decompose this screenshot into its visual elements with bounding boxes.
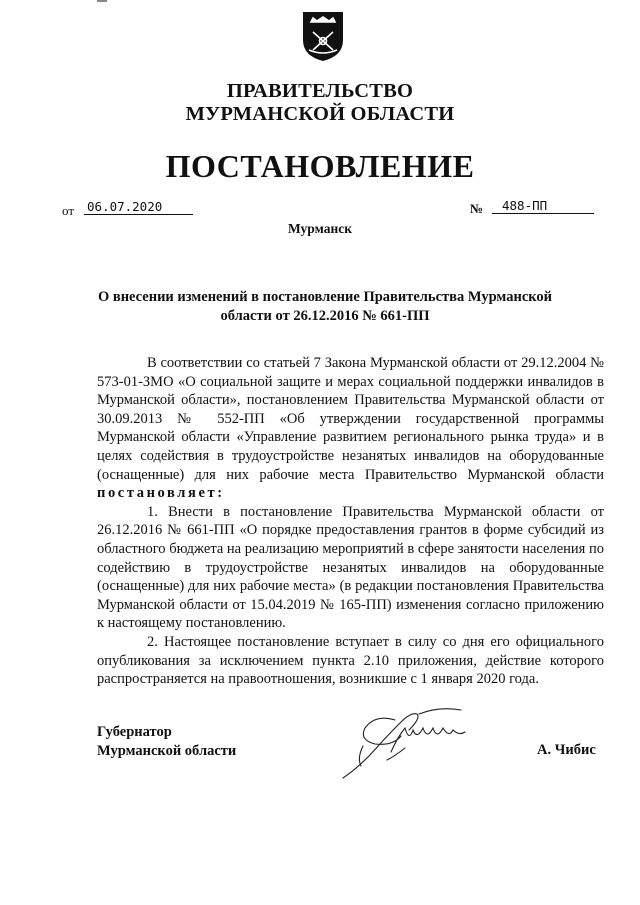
date-label: от	[62, 203, 75, 218]
decree-word: постановляет:	[97, 485, 225, 502]
intro-paragraph	[97, 354, 604, 503]
item-1: 1. Внести в постановление Правительства Мурманской области от 26.12.2016 № 661-ПП «О порядке предоставления грантов в форме субсидий из областного бюджета на реализацию мероприятий в сфере занятости населения по содействию в трудоустройстве незанятых инвалидов на оборудованные (оснащенные) для них рабочие места» (в редакции постановления Правительства Мурманской области от 15.04.2019 № 165-ПП) изменения согласно приложению к настоящему постановлению.	[97, 503, 604, 632]
number-label: №	[470, 201, 484, 216]
title-line1: О внесении изменений в постановление Правительства Мурманской	[97, 289, 553, 305]
document-body	[97, 354, 604, 689]
coat-of-arms-icon	[301, 10, 345, 62]
document-title	[95, 288, 555, 326]
title-line2: области от 26.12.2016 № 661-ПП	[220, 308, 430, 324]
signatory-name: А. Чибис	[537, 742, 596, 758]
item-2: 2. Настоящее постановление вступает в силу со дня его официального опубликования за исключением пункта 2.10 приложения, действие которого распространяется на правоотношения, возникшие с 1 января 2020 года.	[97, 633, 604, 688]
org-name-line2: МУРМАНСКОЙ ОБЛАСТИ	[185, 103, 455, 125]
document-number: 488-ПП	[492, 198, 594, 214]
signatory-role-line1: Губернатор	[97, 724, 172, 740]
handwritten-signature	[335, 700, 485, 785]
signatory-role-line2: Мурманской области	[97, 743, 237, 759]
intro-text: В соответствии со статьей 7 Закона Мурманской области от 29.12.2004 № 573-01-ЗМО «О социальной защите и мерах социальной поддержки инвалидов в Мурманской области», постановлением Правительства Мурманской области от 30.09.2013 № 552-ПП «Об утверждении государственной программы Мурманской области «Управление развитием регионального рынка труда» и в целях содействия в трудоустройстве незанятых инвалидов на оборудованные (оснащенные) для них рабочие места Правительство Мурманской области	[97, 355, 604, 483]
city: Мурманск	[287, 221, 353, 236]
document-type: ПОСТАНОВЛЕНИЕ	[165, 148, 475, 184]
scan-mark	[97, 0, 107, 2]
org-name-line1: ПРАВИТЕЛЬСТВО	[226, 80, 414, 102]
signatory-role	[97, 723, 236, 761]
document-date: 06.07.2020	[84, 199, 193, 215]
